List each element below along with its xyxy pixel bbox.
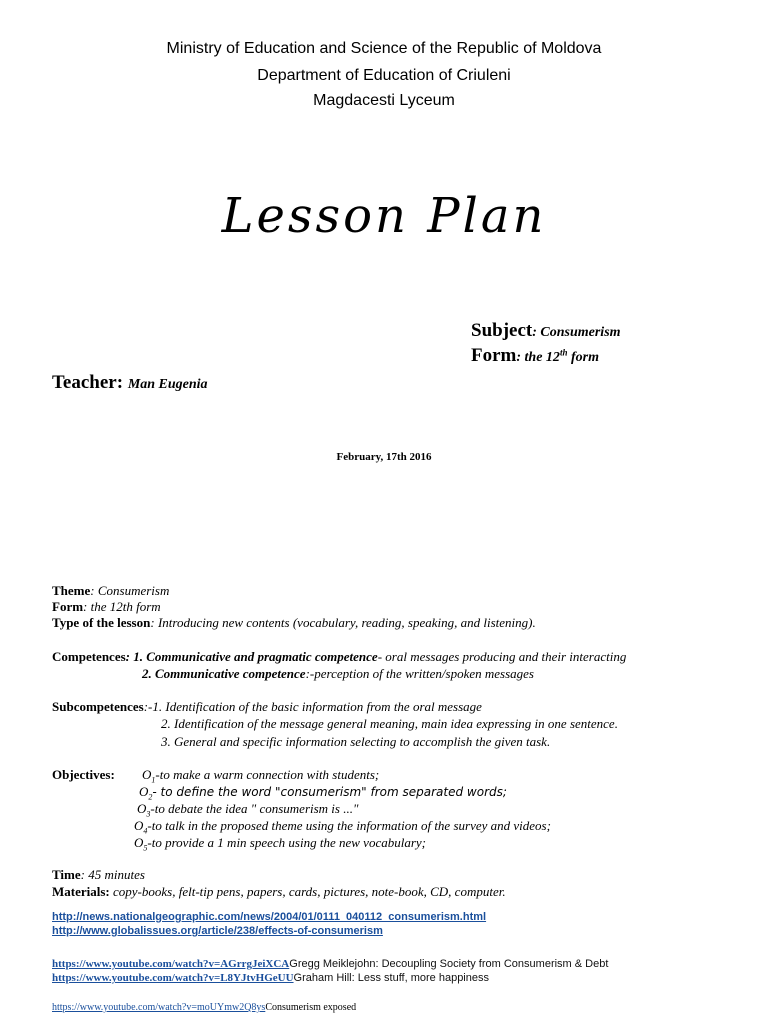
form-value-sup: th (559, 347, 568, 358)
subcompetence-2: 2. Identification of the message general meaning, main idea expressing in one sentence. (161, 716, 618, 731)
theme-line (52, 583, 169, 599)
lesson-type-line (52, 615, 536, 631)
lesson-type-value: : Introducing new contents (vocabulary, reading, speaking, and listening). (150, 615, 536, 630)
ministry-heading: Ministry of Education and Science of the Republic of Moldova (166, 40, 602, 57)
objective-2: $O_2-$ to define the word "consumerism" from separated words; (139, 784, 507, 802)
form-detail-line (52, 599, 161, 615)
theme-value: : Consumerism (90, 583, 170, 598)
objectives-label: Objectives: (52, 767, 115, 782)
subcompetence-line-1 (52, 699, 482, 715)
competences-label: Competences (52, 649, 126, 664)
teacher-label: Teacher: (52, 372, 124, 393)
subcompetence-3: 3. General and specific information selecting to accomplish the given task. (161, 734, 551, 749)
subject-label: Subject (471, 320, 533, 341)
subject-line (471, 320, 621, 342)
competence-1-text: - oral messages producing and their interacting (377, 649, 627, 664)
video-2-link[interactable]: https://www.youtube.com/watch?v=L8YJtvHGeUU (52, 972, 294, 984)
objective-1: $O_1-to$ make a warm connection with students; (142, 767, 380, 785)
time-line (52, 867, 145, 883)
objective-3: $O_3-to$ debate the idea " consumerism is ..." (137, 801, 359, 819)
competence-line-2 (142, 666, 534, 682)
objective-4: $O_4-to$ talk in the proposed theme using the information of the survey and videos; (134, 818, 551, 836)
lesson-type-label: Type of the lesson (52, 615, 151, 630)
form-label: Form (471, 345, 517, 366)
department-heading: Department of Education of Criuleni (257, 67, 511, 84)
competence-2-title: 2. Communicative competence (142, 666, 306, 681)
subcompetences-label: Subcompetences (52, 699, 144, 714)
competence-line-1 (52, 649, 626, 665)
video-2-line (52, 968, 489, 986)
form-line (471, 345, 599, 367)
form-detail-label: Form (52, 599, 84, 614)
time-value: : 45 minutes (80, 867, 145, 882)
natgeo-link[interactable]: http://news.nationalgeographic.com/news/2004/01/0111_040112_consumerism.html (52, 911, 487, 923)
competence-2-text: :-perception of the written/spoken messages (305, 666, 534, 681)
form-value-pre: : the 12 (516, 350, 560, 365)
video-3-line (52, 997, 356, 1015)
theme-label: Theme (52, 583, 91, 598)
teacher-line (52, 372, 208, 394)
video-2-description: Graham Hill: Less stuff, more happiness (293, 972, 489, 984)
lesson-date: February, 17th 2016 (336, 451, 432, 463)
objective-5: $O_5-to$ provide a 1 min speech using the new vocabulary; (134, 835, 426, 853)
video-1-link[interactable]: https://www.youtube.com/watch?v=AGrrgJeiXCA (52, 958, 290, 970)
competence-1-title: : 1. Communicative and pragmatic competence (125, 649, 378, 664)
video-3-description: Consumerism exposed (265, 1002, 357, 1013)
subject-value: : Consumerism (532, 325, 621, 340)
globalissues-link[interactable]: http://www.globalissues.org/article/238/effects-of-consumerism (52, 925, 383, 937)
materials-value: copy-books, felt-tip pens, papers, cards, pictures, note-book, CD, computer. (113, 884, 506, 899)
form-value-post: form (567, 350, 599, 365)
teacher-value: Man Eugenia (127, 377, 208, 392)
school-heading: Magdacesti Lyceum (313, 92, 455, 109)
materials-label: Materials: (52, 884, 110, 899)
subcompetence-1: :-1. Identification of the basic information from the oral message (143, 699, 482, 714)
video-1-description: Gregg Meiklejohn: Decoupling Society from Consumerism & Debt (289, 958, 609, 970)
materials-line (52, 884, 506, 900)
time-label: Time (52, 867, 81, 882)
form-detail-value: : the 12th form (83, 599, 161, 614)
video-3-link[interactable]: https://www.youtube.com/watch?v=moUYmw2Q8ys (52, 1002, 266, 1013)
page-title: Lesson Plan (221, 188, 547, 244)
